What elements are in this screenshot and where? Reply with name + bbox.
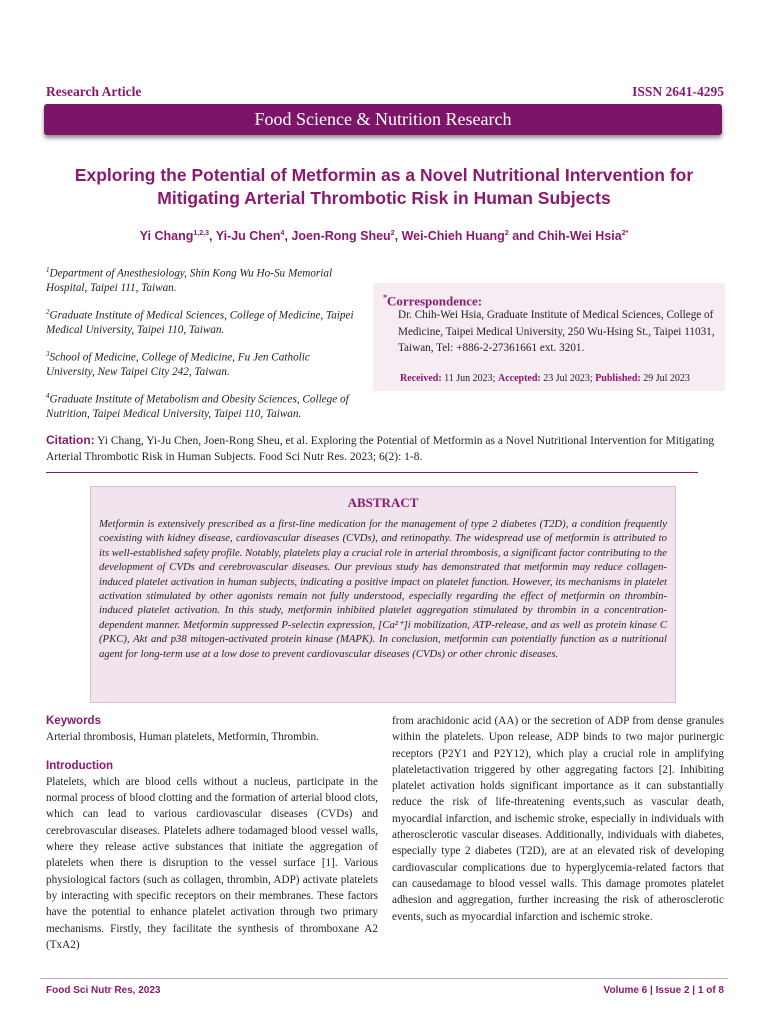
citation-text: Yi Chang, Yi-Ju Chen, Joen-Rong Sheu, et al. Exploring the Potential of Metformin as a Novel Nutritional Intervention for Mitigating Arterial Thrombotic Risk in Human Subjects. Food Sci Nutr Res. 2023; 6(2): 1-8.	[46, 435, 715, 463]
affiliation	[46, 263, 356, 296]
abstract-body: Metformin is extensively prescribed as a first-line medication for the management of type 2 diabetes (T2D), a condition frequently coexisting with kidney disease, cardiovascular diseases (CVDs), and retinopathy. The widespread use of metformin is attributed to its well-established safety profile. Notably, platelets play a crucial role in arterial thrombosis, a significant factor contributing to the development of CVDs and cerebrovascular diseases. Our previous study has demonstrated that metformin may reduce collagen-induced platelet activation in human subjects, indicating a positive impact on platelet function. However, its mechanisms in platelet activation stimulated by other agonists remain not fully understood, especially regarding the effect of metformin on thrombin-induced platelet activation. In this study, metformin inhibited platelet aggregation stimulated by thrombin in a concentration-dependent manner. Metformin suppressed P-selectin expression, [Ca²⁺]i mobilization, ATP-release, and as well as protein kinase C (PKC), Akt and p38 mitogen-activated protein kinase (MAPK). In conclusion, metformin can potentially function as a nutritional agent for long-term use at a low dose to prevent cardiovascular diseases (CVDs) or other chronic diseases.	[99, 518, 667, 660]
affiliation-text: Graduate Institute of Metabolism and Obesity Sciences, College of Nutrition, Taipei Medical University, Taipei 110, Taiwan.	[46, 393, 349, 421]
citation-label: Citation:	[46, 433, 95, 447]
right-column	[392, 713, 724, 925]
journal-banner: Food Science & Nutrition Research	[44, 104, 722, 135]
correspondence-heading-text: Correspondence:	[387, 293, 483, 309]
author-list	[40, 229, 728, 243]
footer-divider	[40, 978, 728, 979]
author-separator: ,	[284, 229, 292, 243]
divider	[46, 472, 698, 473]
affiliation-number: 3	[46, 350, 50, 358]
affiliation-number: 1	[46, 266, 50, 274]
author-separator: ,	[208, 229, 216, 243]
received-label: Received:	[400, 373, 442, 384]
title-line-1: Exploring the Potential of Metformin as a Novel Nutritional Intervention for	[74, 165, 694, 185]
author: Joen-Rong Sheu	[291, 229, 391, 243]
introduction-text-right: from arachidonic acid (AA) or the secretion of ADP from dense granules within the platelets. Upon release, ADP binds to two major purinergic receptors (P2Y1 and P2Y12), which play a crucial role in amplifying plateletactivation triggered by other aggregating factors [2]. Inhibiting platelet activation holds significant importance as it can substantially reduce the risk of life-threatening events,such as vascular death, myocardial infarction, and ischemic stroke, especially in individuals with atherosclerotic vascular diseases. Additionally, individuals with diabetes, especially type 2 diabetes (T2D), are at an elevated risk of developing cardiovascular complications due to hyperglycemia-related factors that can causedamage to blood vessel walls. This damage promotes platelet adhesion and aggregation, further increasing the risk of atherosclerotic events, such as myocardial infarction and ischemic stroke.	[392, 715, 724, 923]
article-type-label: Research Article	[46, 84, 142, 99]
affiliation-number: 4	[46, 392, 50, 400]
citation	[46, 433, 726, 465]
footer-journal: Food Sci Nutr Res, 2023	[46, 985, 161, 996]
author: Wei-Chieh Huang	[401, 229, 505, 243]
accepted-label: Accepted:	[497, 373, 541, 384]
author-affiliation-sup: 4	[280, 229, 285, 237]
author: Yi-Ju Chen	[215, 229, 281, 243]
correspondence-box	[373, 283, 725, 391]
introduction-text-left: Platelets, which are blood cells without a nucleus, participate in the normal process of blood clotting and the formation of arterial blood clots, which can lead to various cardiovascular diseases (CVDs) and cerebrovascular diseases. Platelets adhere todamaged blood vessel walls, where they release active substances that initiate the aggregation of platelets when there is disruption to the vessel surface [1]. Various physiological factors (such as collagen, thrombin, ADP) activate platelets by interacting with specific receptors on their membranes. These factors have the potential to enhance platelet activation through two primary mechanisms. Firstly, they facilitate the synthesis of thromboxane A2 (TxA2)	[46, 775, 378, 951]
published-label: Published:	[595, 373, 641, 384]
affiliation-text: Department of Anesthesiology, Shin Kong Wu Ho-Su Memorial Hospital, Taipei 111, Taiwan.	[46, 267, 333, 295]
abstract-box	[90, 486, 676, 703]
author-affiliation-sup: 1,2,3	[193, 229, 209, 237]
received-date: 11 Jun 2023;	[441, 373, 498, 384]
author: Yi Chang	[139, 229, 194, 243]
correspondence-body: Dr. Chih-Wei Hsia, Graduate Institute of Medical Sciences, College of Medicine, Taipei Medical University, 250 Wu-Hsing St., Taipei 11031, Taiwan, Tel: +886-2-27361661 ext. 3201.	[398, 309, 715, 354]
affiliation-number: 2	[46, 308, 50, 316]
author-affiliation-sup: 2*	[621, 229, 629, 237]
affiliation-text: School of Medicine, College of Medicine, Fu Jen Catholic University, New Taipei City 242, Taiwan.	[46, 351, 310, 379]
affiliation	[46, 389, 356, 422]
keywords-heading: Keywords	[46, 715, 101, 727]
author: Chih-Wei Hsia	[537, 229, 622, 243]
author-affiliation-sup: 2	[390, 229, 395, 237]
abstract-heading: ABSTRACT	[347, 495, 419, 510]
left-column	[46, 713, 378, 953]
introduction-heading: Introduction	[46, 759, 114, 772]
affiliation	[46, 305, 356, 338]
correspondence-marker: *	[383, 293, 387, 302]
published-date: 29 Jul 2023	[640, 373, 690, 384]
author-separator: ,	[394, 229, 402, 243]
paper-title	[40, 164, 728, 210]
footer-page-info: Volume 6 | Issue 2 | 1 of 8	[603, 985, 724, 996]
author-separator: and	[508, 229, 538, 243]
title-line-2: Mitigating Arterial Thrombotic Risk in Human Subjects	[157, 188, 611, 208]
author-affiliation-sup: 2	[504, 229, 509, 237]
keywords-text: Arterial thrombosis, Human platelets, Metformin, Thrombin.	[46, 731, 319, 744]
affiliation-text: Graduate Institute of Medical Sciences, College of Medicine, Taipei Medical University, Taipei 110, Taiwan.	[46, 309, 354, 337]
accepted-date: 23 Jul 2023;	[540, 373, 596, 384]
publication-dates	[400, 373, 690, 384]
affiliation	[46, 347, 356, 380]
issn-label: ISSN 2641-4295	[632, 84, 724, 99]
